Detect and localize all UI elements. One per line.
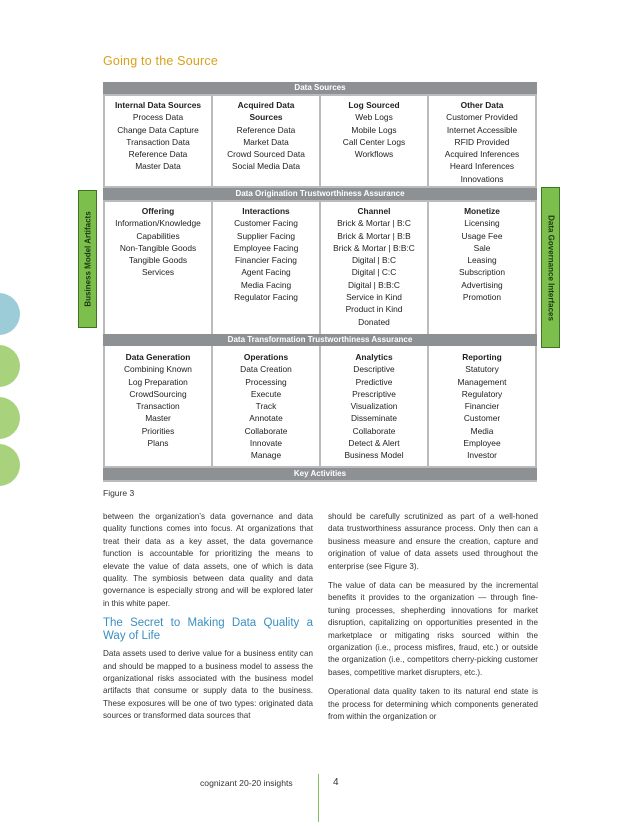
decorative-dot-green xyxy=(0,444,20,486)
business-model-artifacts-label xyxy=(78,190,97,328)
cell-item: Mobile Logs xyxy=(351,124,397,135)
cell-item: Regulator Facing xyxy=(234,292,298,303)
cell-title: Analytics xyxy=(355,352,393,362)
cell-items xyxy=(429,111,535,185)
cell-item: Advertising xyxy=(461,279,503,290)
cell-item: Workflows xyxy=(354,149,394,160)
cell-item: Statutory xyxy=(465,364,499,375)
footer-publication: cognizant 20-20 insights xyxy=(200,778,293,788)
cell-item: Service in Kind xyxy=(346,292,402,303)
cell-items xyxy=(213,363,319,461)
cell-item: Digital | B:B:C xyxy=(348,279,400,290)
data-origination-bar: Data Origination Trustworthiness Assurance xyxy=(103,188,537,200)
cell-item: Services xyxy=(141,267,175,278)
cell-item: Detect & Alert xyxy=(348,438,400,449)
cell-item: Change Data Capture xyxy=(117,124,199,135)
cell-item: Leasing xyxy=(467,255,497,266)
diagram-cell xyxy=(105,348,211,466)
cell-item: Reference Data xyxy=(236,124,296,135)
cell-title: Reporting xyxy=(462,352,502,362)
cell-items xyxy=(105,363,211,449)
data-sources-row xyxy=(103,96,537,186)
cell-item: Digital | C:C xyxy=(351,267,397,278)
cell-item: Collaborate xyxy=(352,425,396,436)
diagram-cell xyxy=(105,96,211,186)
cell-items xyxy=(321,217,427,328)
cell-title: Offering xyxy=(141,206,175,216)
cell-item: Business Model xyxy=(344,450,404,461)
cell-title: Channel xyxy=(357,206,391,216)
cell-item: Disseminate xyxy=(350,413,398,424)
data-transformation-bar: Data Transformation Trustworthiness Assurance xyxy=(103,334,537,346)
cell-item: Web Logs xyxy=(355,112,393,123)
cell-item: Combining Known xyxy=(124,364,192,375)
figure-caption: Figure 3 xyxy=(103,488,135,498)
cell-item: Transaction Data xyxy=(126,136,190,147)
cell-item: Internet Accessible xyxy=(446,124,518,135)
cell-items xyxy=(105,217,211,278)
cell-item: Descriptive xyxy=(353,364,395,375)
data-sources-bar: Data Sources xyxy=(103,82,537,94)
cell-item: Usage Fee xyxy=(461,230,503,241)
cell-item: Supplier Facing xyxy=(236,230,296,241)
cell-item: Process Data xyxy=(132,112,184,123)
cell-items xyxy=(321,111,427,160)
decorative-dot-blue xyxy=(0,293,20,335)
cell-items xyxy=(213,124,319,173)
cell-item: Regulatory xyxy=(461,388,503,399)
paragraph: Operational data quality taken to its natural end state is the process for determining which components generated from within the organization or xyxy=(328,687,538,722)
cell-item: Agent Facing xyxy=(241,267,291,278)
cell-item: Brick & Mortar | B:B:C xyxy=(333,242,415,253)
cell-item: Processing xyxy=(245,376,287,387)
cell-item: Track xyxy=(255,401,277,412)
right-column xyxy=(328,511,538,731)
cell-item: Master Data xyxy=(135,161,181,172)
cell-item: Master xyxy=(145,413,171,424)
cell-item: Innovations xyxy=(460,173,504,184)
decorative-dot-green xyxy=(0,345,20,387)
cell-item: Digital | B:C xyxy=(351,255,397,266)
cell-item: Promotion xyxy=(462,292,502,303)
business-model-artifacts-text: Business Model Artifacts xyxy=(83,211,92,307)
cell-item: Non-Tangible Goods xyxy=(119,242,197,253)
cell-title: Acquired Data Sources xyxy=(237,100,295,123)
cell-title: Log Sourced xyxy=(348,100,400,110)
cell-item: Log Preparation xyxy=(128,376,188,387)
data-governance-interfaces-label xyxy=(541,187,560,348)
cell-item: Prescriptive xyxy=(352,388,396,399)
cell-item: Crowd Sourced Data xyxy=(227,149,305,160)
cell-item: Brick & Mortar | B:B xyxy=(337,230,411,241)
cell-item: Annotate xyxy=(249,413,283,424)
cell-title: Internal Data Sources xyxy=(114,100,202,110)
diagram-cell xyxy=(321,96,427,186)
cell-item: Tangible Goods xyxy=(128,255,188,266)
cell-item: Product in Kind xyxy=(345,304,403,315)
cell-title: Monetize xyxy=(464,206,500,216)
paragraph: The value of data can be measured by the incremental benefits it provides to the organization — through fine-tuning processes, shepherding innovations for market disruption, capitalizing on opportunities presented in the marketplace or mitigating risks sourced within the organization (i.e., process misfires, fraud, etc.) or outside the organization (i.e., competitors cherry-picking customer bases, competitive market disrupters, etc.). xyxy=(328,581,538,677)
cell-item: Sale xyxy=(473,242,491,253)
cell-item: Acquired Inferences xyxy=(444,149,520,160)
footer-divider xyxy=(318,774,319,822)
cell-item: Media xyxy=(470,425,494,436)
cell-item: Priorities xyxy=(141,425,175,436)
cell-title: Operations xyxy=(243,352,289,362)
cell-item: Customer xyxy=(463,413,501,424)
cell-item: Donated xyxy=(358,316,390,327)
cell-item: Financier xyxy=(464,401,500,412)
cell-item: Information/Knowledge xyxy=(115,218,201,229)
cell-item: Financier Facing xyxy=(235,255,297,266)
cell-item: Predictive xyxy=(355,376,393,387)
section-heading: The Secret to Making Data Quality a Way of Life xyxy=(103,617,313,643)
cell-title: Interactions xyxy=(242,206,290,216)
cell-item: Execute xyxy=(250,388,282,399)
cell-item: Call Center Logs xyxy=(342,136,406,147)
cell-items xyxy=(105,111,211,172)
page-number: 4 xyxy=(333,777,339,788)
cell-item: Reference Data xyxy=(128,149,188,160)
key-activities-row xyxy=(103,348,537,466)
cell-items xyxy=(429,217,535,303)
cell-item: Manage xyxy=(250,450,282,461)
figure-heading: Going to the Source xyxy=(103,54,218,68)
cell-item: Innovate xyxy=(249,438,283,449)
cell-item: Investor xyxy=(467,450,497,461)
left-column xyxy=(103,511,313,730)
data-governance-interfaces-text: Data Governance Interfaces xyxy=(546,214,555,321)
cell-item: RFID Provided xyxy=(454,136,510,147)
diagram-cell xyxy=(213,348,319,466)
paragraph: Data assets used to derive value for a business entity can and should be mapped to a business model to assess the organizational risks associated with the business model artifacts that consume or supply data to the business. These exposures will be one of two types: originated data sources or transformed data sources that xyxy=(103,649,313,721)
key-activities-bar: Key Activities xyxy=(103,468,537,480)
cell-item: Employee xyxy=(463,438,501,449)
cell-item: CrowdSourcing xyxy=(129,388,187,399)
cell-item: Licensing xyxy=(464,218,500,229)
cell-item: Visualization xyxy=(350,401,398,412)
cell-item: Management xyxy=(457,376,507,387)
cell-item: Customer Provided xyxy=(446,112,518,123)
cell-item: Subscription xyxy=(458,267,506,278)
cell-items xyxy=(429,363,535,461)
cell-item: Social Media Data xyxy=(232,161,300,172)
cell-item: Employee Facing xyxy=(233,242,299,253)
cell-item: Data Creation xyxy=(240,364,292,375)
data-sources-diagram xyxy=(103,82,537,482)
paragraph: should be carefully scrutinized as part of a well-honed data trustworthiness assurance process. Only then can a business measure and ensure the creation, capture and origination of value of data assets used throughout the enterprise (see Figure 3). xyxy=(328,512,538,571)
cell-item: Customer Facing xyxy=(234,218,298,229)
cell-item: Capabilities xyxy=(136,230,180,241)
cell-title: Data Generation xyxy=(125,352,191,362)
cell-item: Media Facing xyxy=(240,279,292,290)
cell-items xyxy=(321,363,427,461)
decorative-dot-green xyxy=(0,397,20,439)
cell-item: Plans xyxy=(147,438,169,449)
cell-item: Transaction xyxy=(136,401,180,412)
diagram-cell xyxy=(429,348,535,466)
paragraph: between the organization’s data governance and data quality functions comes into focus. At organizations that treat their data as a key asset, the data governance function is accountable for prioritizing the means to elevate the value of data assets, one of which is data quality. The symbiosis between data quality and data governance is especially strong and will be explored later in this white paper. xyxy=(103,512,313,608)
diagram-cell xyxy=(321,348,427,466)
cell-item: Market Data xyxy=(243,136,289,147)
cell-items xyxy=(213,217,319,303)
cell-item: Heard Inferences xyxy=(449,161,515,172)
cell-title: Other Data xyxy=(460,100,504,110)
cell-item: Brick & Mortar | B:C xyxy=(337,218,411,229)
diagram-cell xyxy=(213,96,319,186)
diagram-cell xyxy=(429,96,535,186)
cell-item: Collaborate xyxy=(244,425,288,436)
